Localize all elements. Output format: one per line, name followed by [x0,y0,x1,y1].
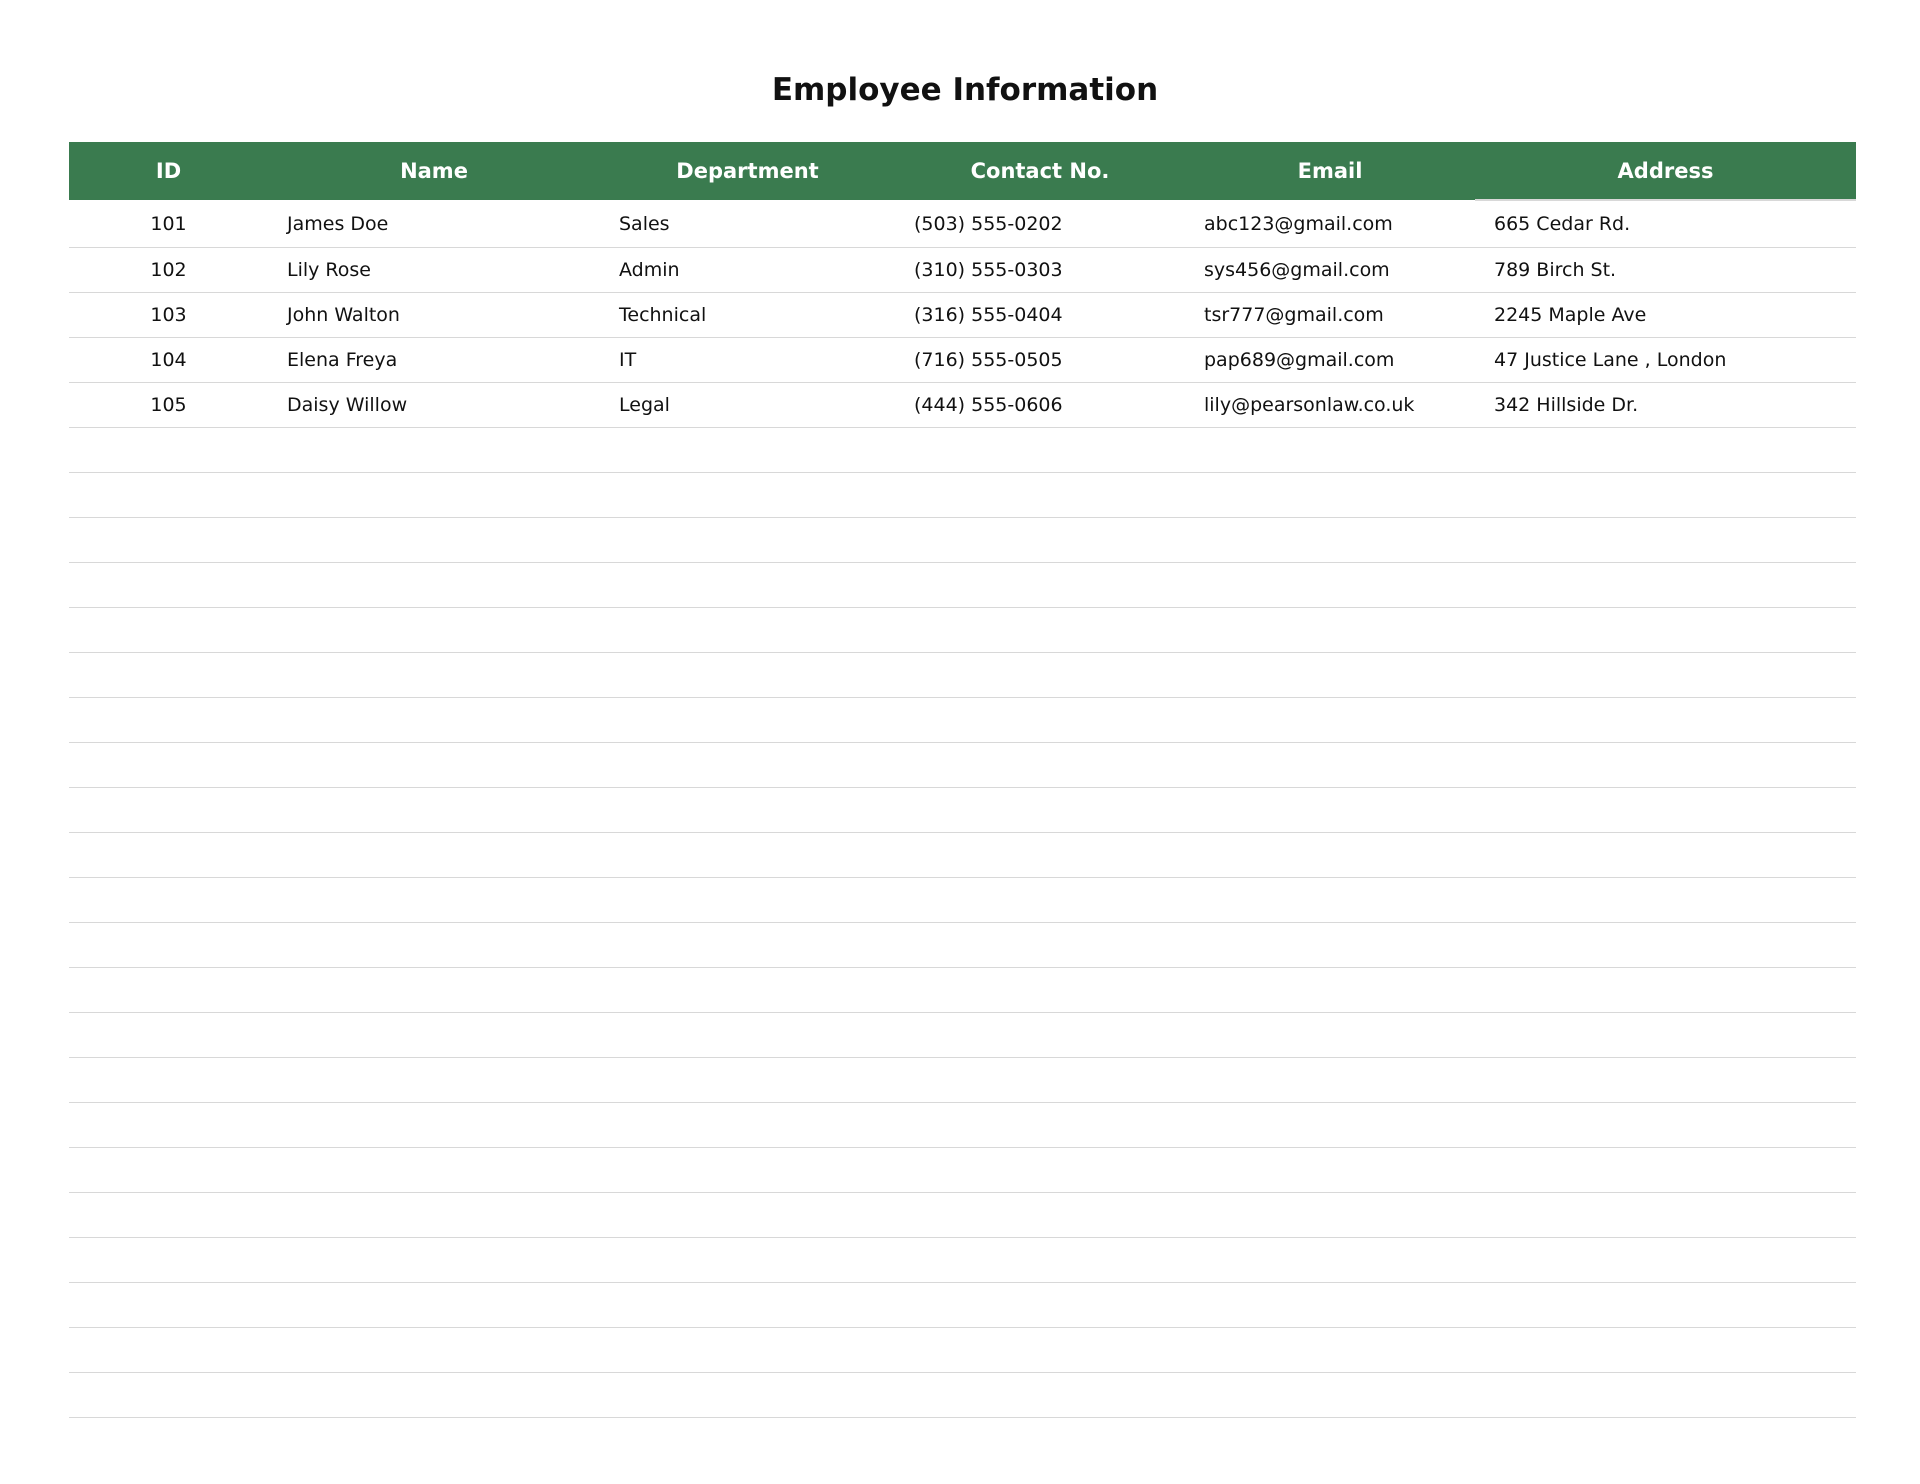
cell-address[interactable] [1475,428,1856,473]
cell-id[interactable] [69,1103,268,1148]
cell-email[interactable] [1185,698,1475,743]
cell-email[interactable] [1185,968,1475,1013]
cell-contact[interactable] [895,1013,1185,1058]
cell-address[interactable] [1475,1193,1856,1238]
cell-address[interactable] [1475,563,1856,608]
cell-contact[interactable]: (310) 555-0303 [895,248,1185,293]
cell-id[interactable] [69,473,268,518]
cell-department[interactable] [600,653,895,698]
table-row [69,1148,1856,1193]
cell-name[interactable] [268,653,600,698]
cell-department[interactable] [600,923,895,968]
cell-address[interactable] [1475,518,1856,563]
cell-email[interactable] [1185,1148,1475,1193]
cell-address[interactable] [1475,833,1856,878]
table-row [69,1328,1856,1373]
cell-department[interactable] [600,1013,895,1058]
cell-address[interactable] [1475,473,1856,518]
cell-address[interactable]: 665 Cedar Rd. [1475,200,1856,248]
cell-name[interactable]: Lily Rose [268,248,600,293]
cell-id[interactable] [69,563,268,608]
cell-id[interactable] [69,923,268,968]
header-row [69,142,1856,200]
cell-name[interactable] [268,563,600,608]
cell-address[interactable]: 789 Birch St. [1475,248,1856,293]
table-row [69,293,1856,338]
cell-contact[interactable] [895,1103,1185,1148]
table-row [69,1013,1856,1058]
cell-department[interactable] [600,878,895,923]
cell-name[interactable] [268,1373,600,1418]
cell-id[interactable] [69,1193,268,1238]
cell-email[interactable] [1185,1373,1475,1418]
cell-email[interactable] [1185,428,1475,473]
cell-address[interactable]: 47 Justice Lane , London [1475,338,1856,383]
cell-address[interactable] [1475,1013,1856,1058]
cell-name[interactable] [268,878,600,923]
table-row [69,923,1856,968]
cell-department[interactable] [600,743,895,788]
cell-id[interactable]: 102 [69,248,268,293]
cell-name[interactable] [268,788,600,833]
table-row [69,518,1856,563]
cell-address[interactable] [1475,1283,1856,1328]
cell-department[interactable]: Technical [600,293,895,338]
cell-department[interactable] [600,968,895,1013]
cell-email[interactable]: sys456@gmail.com [1185,248,1475,293]
header-email: Email [1185,142,1475,200]
table-row [69,1283,1856,1328]
table-row [69,473,1856,518]
table-row [69,248,1856,293]
cell-address[interactable] [1475,608,1856,653]
cell-contact[interactable] [895,1373,1185,1418]
cell-email[interactable] [1185,743,1475,788]
cell-id[interactable] [69,1328,268,1373]
cell-id[interactable]: 104 [69,338,268,383]
cell-email[interactable] [1185,518,1475,563]
table-row [69,563,1856,608]
cell-email[interactable] [1185,1283,1475,1328]
cell-department[interactable] [600,833,895,878]
cell-id[interactable] [69,1238,268,1283]
cell-id[interactable] [69,1283,268,1328]
header-id: ID [69,142,268,200]
cell-name[interactable] [268,1328,600,1373]
cell-department[interactable] [600,698,895,743]
cell-id[interactable] [69,743,268,788]
cell-email[interactable] [1185,1238,1475,1283]
cell-department[interactable]: IT [600,338,895,383]
table-row [69,833,1856,878]
cell-id[interactable] [69,1148,268,1193]
cell-contact[interactable] [895,608,1185,653]
cell-id[interactable] [69,878,268,923]
cell-department[interactable] [600,1283,895,1328]
cell-department[interactable] [600,788,895,833]
table-row [69,200,1856,248]
cell-department[interactable] [600,563,895,608]
cell-email[interactable] [1185,878,1475,923]
cell-email[interactable] [1185,608,1475,653]
cell-address[interactable] [1475,788,1856,833]
cell-department[interactable] [600,473,895,518]
table-row [69,653,1856,698]
cell-department[interactable] [600,518,895,563]
table-row [69,788,1856,833]
cell-contact[interactable] [895,518,1185,563]
cell-contact[interactable] [895,878,1185,923]
cell-id[interactable] [69,608,268,653]
cell-id[interactable] [69,968,268,1013]
table-row [69,608,1856,653]
table-row [69,698,1856,743]
cell-address[interactable] [1475,1238,1856,1283]
header-address: Address [1475,142,1856,200]
cell-email[interactable]: pap689@gmail.com [1185,338,1475,383]
page-title: Employee Information [771,72,1159,108]
cell-name[interactable]: Elena Freya [268,338,600,383]
cell-address[interactable]: 342 Hillside Dr. [1475,383,1856,428]
cell-email[interactable] [1185,1013,1475,1058]
cell-contact[interactable] [895,788,1185,833]
cell-name[interactable] [268,698,600,743]
cell-address[interactable] [1475,878,1856,923]
table-row [69,1058,1856,1103]
cell-address[interactable] [1475,1373,1856,1418]
cell-department[interactable] [600,1103,895,1148]
cell-id[interactable] [69,428,268,473]
cell-id[interactable] [69,1373,268,1418]
cell-contact[interactable]: (316) 555-0404 [895,293,1185,338]
table-row [69,1238,1856,1283]
cell-contact[interactable] [895,923,1185,968]
cell-address[interactable] [1475,1148,1856,1193]
cell-email[interactable]: abc123@gmail.com [1185,200,1475,248]
cell-contact[interactable] [895,1058,1185,1103]
employee-table [69,142,1856,1418]
cell-id[interactable]: 103 [69,293,268,338]
cell-id[interactable] [69,698,268,743]
cell-email[interactable] [1185,1328,1475,1373]
cell-department[interactable] [600,1148,895,1193]
cell-contact[interactable]: (716) 555-0505 [895,338,1185,383]
cell-address[interactable] [1475,743,1856,788]
table-row [69,383,1856,428]
cell-email[interactable] [1185,473,1475,518]
cell-contact[interactable]: (444) 555-0606 [895,383,1185,428]
cell-name[interactable] [268,968,600,1013]
cell-name[interactable] [268,1238,600,1283]
cell-name[interactable] [268,1058,600,1103]
cell-department[interactable] [600,1238,895,1283]
cell-contact[interactable] [895,743,1185,788]
cell-name[interactable] [268,473,600,518]
cell-name[interactable] [268,1013,600,1058]
cell-address[interactable]: 2245 Maple Ave [1475,293,1856,338]
cell-address[interactable] [1475,653,1856,698]
cell-department[interactable] [600,1193,895,1238]
cell-address[interactable] [1475,968,1856,1013]
cell-id[interactable] [69,788,268,833]
cell-name[interactable] [268,1283,600,1328]
cell-name[interactable] [268,608,600,653]
cell-name[interactable] [268,1103,600,1148]
cell-name[interactable]: James Doe [268,200,600,248]
table-row [69,428,1856,473]
cell-email[interactable]: lily@pearsonlaw.co.uk [1185,383,1475,428]
cell-name[interactable] [268,1148,600,1193]
cell-address[interactable] [1475,1328,1856,1373]
cell-id[interactable] [69,1058,268,1103]
cell-address[interactable] [1475,1058,1856,1103]
cell-email[interactable] [1185,833,1475,878]
table-row [69,338,1856,383]
cell-address[interactable] [1475,923,1856,968]
cell-contact[interactable] [895,1328,1185,1373]
cell-email[interactable] [1185,1058,1475,1103]
cell-name[interactable] [268,428,600,473]
cell-email[interactable] [1185,653,1475,698]
cell-address[interactable] [1475,698,1856,743]
cell-email[interactable] [1185,923,1475,968]
cell-department[interactable] [600,1328,895,1373]
table-row [69,878,1856,923]
cell-id[interactable] [69,518,268,563]
table-row [69,1373,1856,1418]
table-row [69,968,1856,1013]
cell-contact[interactable] [895,428,1185,473]
cell-address[interactable] [1475,1103,1856,1148]
cell-department[interactable]: Sales [600,200,895,248]
cell-name[interactable] [268,518,600,563]
cell-name[interactable] [268,923,600,968]
cell-id[interactable] [69,1013,268,1058]
cell-id[interactable] [69,833,268,878]
cell-contact[interactable] [895,1193,1185,1238]
cell-department[interactable]: Admin [600,248,895,293]
cell-email[interactable] [1185,563,1475,608]
cell-name[interactable] [268,1193,600,1238]
header-name: Name [268,142,600,200]
cell-email[interactable]: tsr777@gmail.com [1185,293,1475,338]
cell-name[interactable] [268,833,600,878]
table-row [69,1103,1856,1148]
cell-email[interactable] [1185,1193,1475,1238]
table-row [69,1193,1856,1238]
cell-id[interactable]: 105 [69,383,268,428]
cell-department[interactable] [600,608,895,653]
header-department: Department [600,142,895,200]
cell-name[interactable]: John Walton [268,293,600,338]
cell-contact[interactable]: (503) 555-0202 [895,200,1185,248]
cell-department[interactable] [600,1373,895,1418]
cell-department[interactable]: Legal [600,383,895,428]
cell-contact[interactable] [895,563,1185,608]
cell-id[interactable]: 101 [69,200,268,248]
cell-contact[interactable] [895,968,1185,1013]
cell-contact[interactable] [895,473,1185,518]
cell-department[interactable] [600,428,895,473]
cell-contact[interactable] [895,698,1185,743]
header-contact: Contact No. [895,142,1185,200]
cell-id[interactable] [69,653,268,698]
cell-name[interactable] [268,743,600,788]
table-row [69,743,1856,788]
cell-contact[interactable] [895,1283,1185,1328]
cell-contact[interactable] [895,653,1185,698]
cell-contact[interactable] [895,833,1185,878]
cell-department[interactable] [600,1058,895,1103]
cell-contact[interactable] [895,1148,1185,1193]
cell-contact[interactable] [895,1238,1185,1283]
cell-name[interactable]: Daisy Willow [268,383,600,428]
cell-email[interactable] [1185,788,1475,833]
cell-email[interactable] [1185,1103,1475,1148]
